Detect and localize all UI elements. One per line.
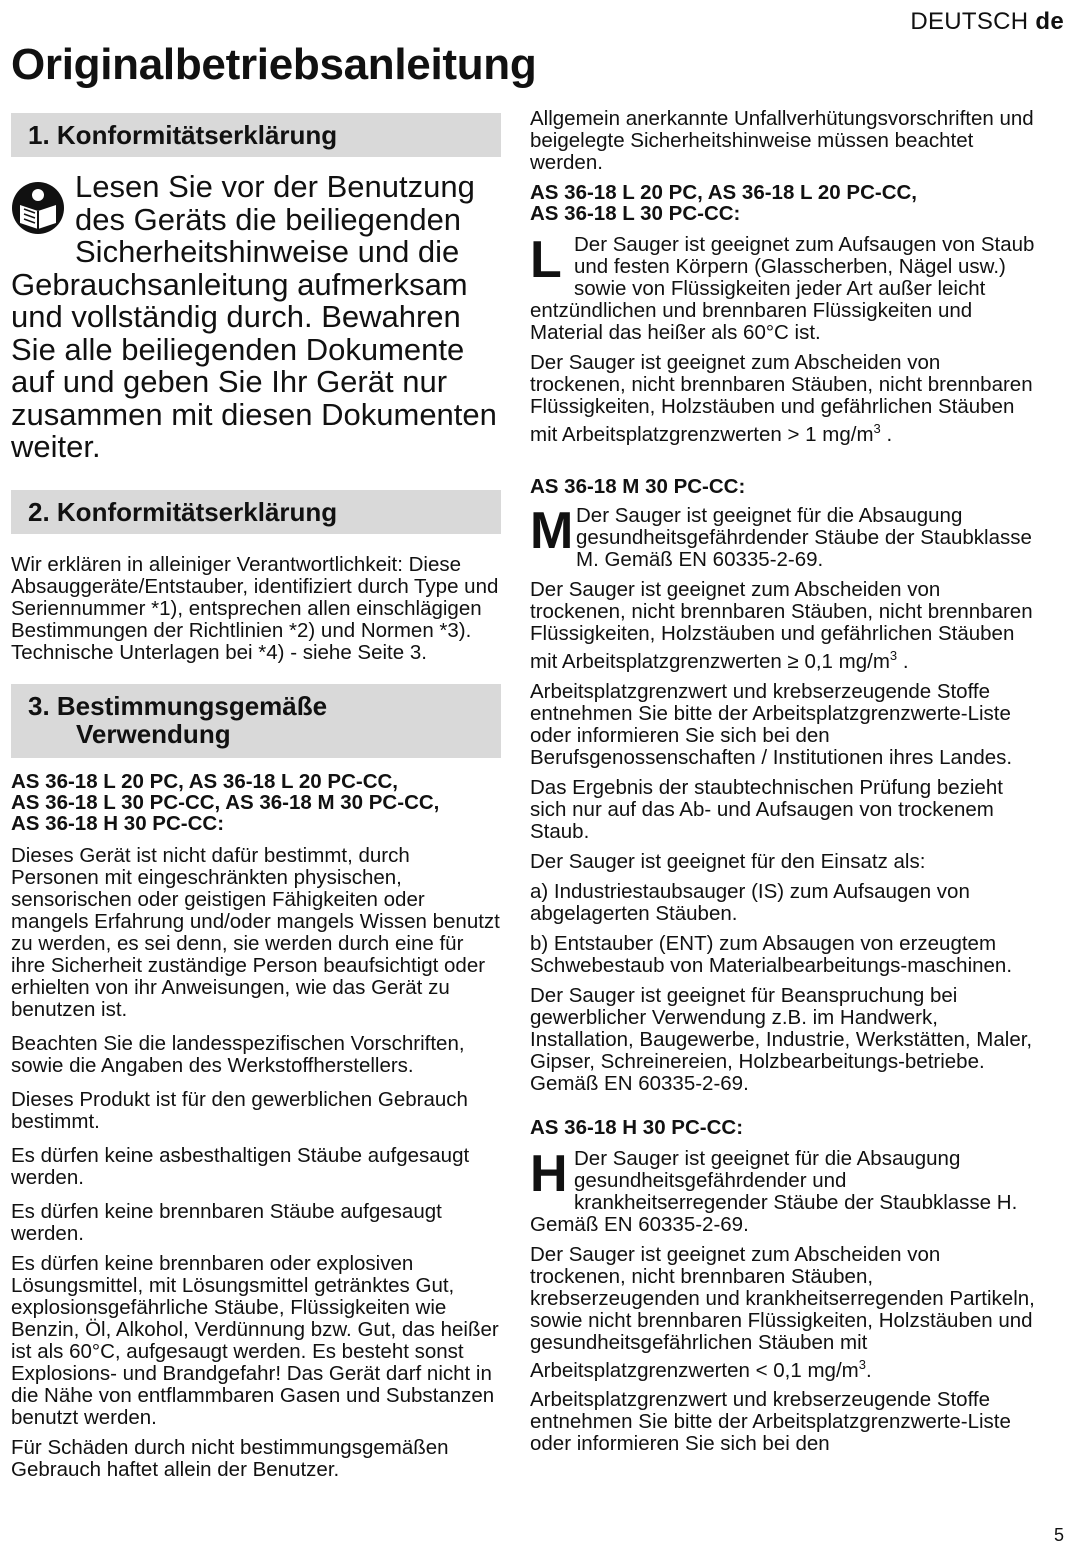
h-class-block <box>530 1144 1040 1236</box>
section-2-heading: 2. Konformitätserklärung <box>11 490 501 534</box>
section-1-intro <box>11 171 501 464</box>
general-safety-paragraph: Allgemein anerkannte Unfallverhütungsvorschriften und beigelegte Sicherheitshinweise müssen beachtet werden. <box>530 107 1034 174</box>
m-class-paragraph-2-text: Der Sauger ist geeignet zum Abscheiden von trockenen, nicht brennbaren Stäuben, nicht brennbaren Flüssigkeiten, Holzstäuben und gefährlichen Stäuben mit Arbeitsplatzgrenzwerten ≥ 0,1 mg/m <box>530 577 1033 673</box>
language-name: DEUTSCH <box>910 8 1029 35</box>
m-class-paragraph-5: Der Sauger ist geeignet für den Einsatz als: <box>530 849 926 873</box>
m-class-paragraph-2 <box>530 579 1040 673</box>
left-column <box>11 108 501 1481</box>
section-3-paragraph-3: Dieses Produkt ist für den gewerblichen Gebrauch bestimmt. <box>11 1087 468 1133</box>
l-class-block <box>530 231 1040 344</box>
section-3-heading <box>11 684 501 758</box>
language-label <box>910 8 1064 36</box>
dust-class-h-badge: H <box>530 1144 568 1203</box>
section-3-paragraph-4: Es dürfen keine asbesthaltigen Stäube aufgesaugt werden. <box>11 1143 470 1189</box>
m-class-block <box>530 501 1040 571</box>
section-3-paragraph-2: Beachten Sie die landesspezifischen Vorschriften, sowie die Angaben des Werkstoffherstellers. <box>11 1031 465 1077</box>
section-3-models <box>11 771 501 834</box>
h-class-paragraph-2-text: Der Sauger ist geeignet zum Abscheiden von trockenen, nicht brennbaren Stäuben, krebserzeugenden und krankheitserregenden Partikeln, sowie nicht brennbaren Flüssigkeiten, Holzstäuben und gesundheitsgefährlichen Stäuben mit Arbeitsplatzgrenzwerten < 0,1 mg/m <box>530 1242 1035 1382</box>
l-class-paragraph-1: Der Sauger ist geeignet zum Aufsaugen von Staub und festen Körpern (Glasscherben, Nägel usw.) sowie von Flüssigkeiten jeder Art außer leicht entzündlichen und brennbaren Flüssigkeiten und Material das heißer als 60°C ist. <box>530 233 1035 344</box>
section-2-text: Wir erklären in alleiniger Verantwortlichkeit: Diese Absauggeräte/Entstauber, identifiziert durch Type und Seriennummer *1), entsprechen allen einschlägigen Bestimmungen der Richtlinien *2) und Normen *3). Technische Unterlagen bei *4) - siehe Seite 3. <box>11 552 499 664</box>
section-3-heading-line2: Verwendung <box>76 718 231 749</box>
h-class-paragraph-3: Arbeitsplatzgrenzwert und krebserzeugende Stoffe entnehmen Sie bitte der Arbeitsplatzgrenzwerte-Liste oder informieren Sie sich bei den <box>530 1388 1011 1456</box>
page-title: Originalbetriebsanleitung <box>11 40 537 89</box>
m-class-paragraph-3: Arbeitsplatzgrenzwert und krebserzeugende Stoffe entnehmen Sie bitte der Arbeitsplatzgrenzwerte-Liste oder informieren Sie sich bei den Berufsgenossenschaften / Institutionen ihres Landes. <box>530 679 1013 769</box>
m-class-paragraph-4: Das Ergebnis der staubtechnischen Prüfung bezieht sich nur auf das Ab- und Aufsaugen von trockenem Staub. <box>530 775 1003 843</box>
l-class-paragraph-2-sup: 3 <box>873 421 881 436</box>
l-class-paragraph-2-end: . <box>880 422 893 446</box>
section-3-paragraph-1: Dieses Gerät ist nicht dafür bestimmt, durch Personen mit eingeschränkten physischen, sensorischen oder geistigen Fähigkeiten oder mangels Erfahrung und/oder mangels Wissen benutzt zu werden, es sei denn, sie werden durch eine für ihre Sicherheit zuständige Person beaufsichtigt oder erhielten von ihr Anweisungen, wie das Gerät zu benutzen ist. <box>11 843 500 1021</box>
read-manual-icon <box>11 181 65 235</box>
h-class-paragraph-2-sup: 3 <box>858 1356 866 1372</box>
dust-class-m-badge: M <box>530 501 574 560</box>
l-models-line-2: AS 36-18 L 30 PC-CC: <box>530 202 741 225</box>
m-class-paragraph-6: a) Industriestaubsauger (IS) zum Aufsaugen von abgelagerten Stäuben. <box>530 879 970 925</box>
l-class-models <box>530 182 1040 224</box>
l-class-paragraph-2-text: Der Sauger ist geeignet zum Abscheiden von trockenen, nicht brennbaren Stäuben, nicht brennbaren Flüssigkeiten, Holzstäuben und gefährlichen Stäuben mit Arbeitsplatzgrenzwerten > 1 mg/m <box>530 351 1033 446</box>
dust-class-l-badge: L <box>530 231 562 289</box>
section-3-paragraph-7: Für Schäden durch nicht bestimmungsgemäßen Gebrauch haftet allein der Benutzer. <box>11 1435 449 1481</box>
h-class-paragraph-1: Der Sauger ist geeignet für die Absaugung gesundheitsgefährdender und krankheitserregender Stäube der Staubklasse H. Gemäß EN 60335-2-69. <box>530 1146 1018 1236</box>
models-line-3: AS 36-18 H 30 PC-CC: <box>11 811 225 835</box>
intro-text: Lesen Sie vor der Benutzung des Geräts die beiliegenden Sicherheitshinweise und die Gebrauchsanleitung aufmerksam und vollständig durch. Bewahren Sie alle beiliegenden Dokumente auf und geben Sie Ihr Gerät nur zusammen mit diesen Dokumenten weiter. <box>11 169 497 464</box>
m-class-paragraph-2-end: . <box>897 649 909 673</box>
section-1-heading: 1. Konformitätserklärung <box>11 113 501 157</box>
m-class-paragraph-8: Der Sauger ist geeignet für Beanspruchung bei gewerblicher Verwendung z.B. im Handwerk, Installation, Baugewerbe, Industrie, Werkstätten, Maler, Gipser, Schreinereien, Holzbearbeitungs-betriebe. Gemäß EN 60335-2-69. <box>530 983 1033 1095</box>
page-number: 5 <box>1053 1525 1064 1545</box>
h-class-paragraph-2 <box>530 1244 1040 1382</box>
section-3-heading-line1: 3. Bestimmungsgemäße <box>28 690 328 721</box>
section-3-paragraph-6: Es dürfen keine brennbaren oder explosiven Lösungsmittel, mit Lösungsmittel getränktes Gut, explosionsgefährliche Stäube, Flüssigkeiten wie Benzin, Öl, Alkohol, Verdünnung bzw. Gut, das heißer ist als 60°C, aufgesaugt werden. Es besteht sonst Explosions- und Brandgefahr! Das Gerät darf nicht in die Nähe von entflammbaren Gasen und Substanzen benutzt werden. <box>11 1251 499 1429</box>
h-class-paragraph-2-end: . <box>865 1358 872 1382</box>
l-class-paragraph-2 <box>530 352 1040 446</box>
models-line-1: AS 36-18 L 20 PC, AS 36-18 L 20 PC-CC, <box>11 769 399 793</box>
right-column <box>530 108 1040 1455</box>
section-3-paragraph-5: Es dürfen keine brennbaren Stäube aufgesaugt werden. <box>11 1199 442 1245</box>
h-class-models: AS 36-18 H 30 PC-CC: <box>530 1115 744 1139</box>
models-line-2: AS 36-18 L 30 PC-CC, AS 36-18 M 30 PC-CC, <box>11 790 440 814</box>
language-code: de <box>1035 8 1064 35</box>
l-models-line-1: AS 36-18 L 20 PC, AS 36-18 L 20 PC-CC, <box>530 181 918 204</box>
m-class-paragraph-1: Der Sauger ist geeignet für die Absaugung gesundheitsgefährdender Stäube der Staubklasse M. Gemäß EN 60335-2-69. <box>576 503 1032 571</box>
m-class-models: AS 36-18 M 30 PC-CC: <box>530 474 746 498</box>
m-class-paragraph-2-sup: 3 <box>889 647 898 663</box>
m-class-paragraph-7: b) Entstauber (ENT) zum Absaugen von erzeugtem Schwebestaub von Materialbearbeitungs-maschinen. <box>530 931 1013 977</box>
